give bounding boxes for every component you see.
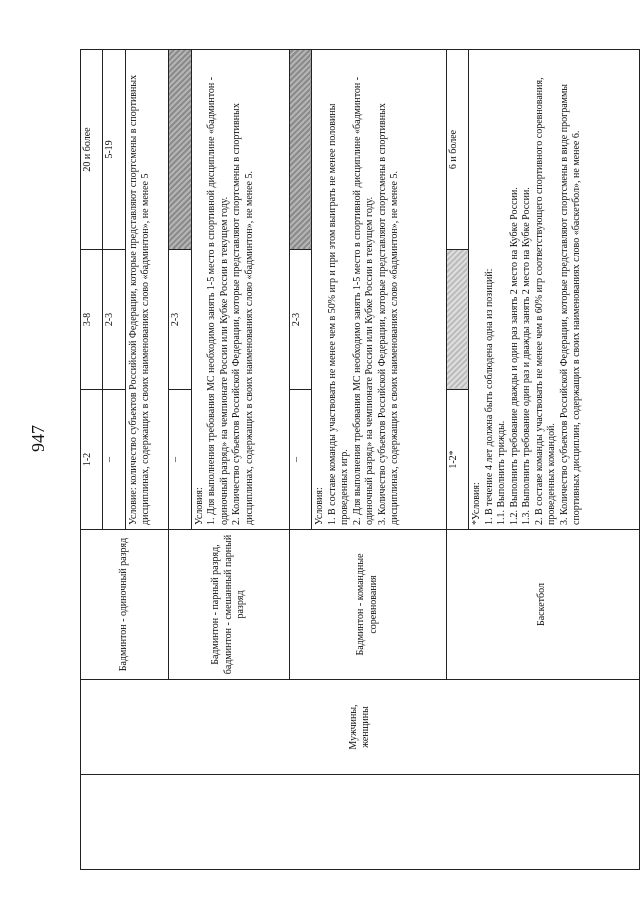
discipline-team-label: Бадминтон - командные соревнования	[355, 553, 379, 656]
team-cell-c-shaded	[289, 50, 311, 250]
discipline-pair-label: Бадминтон - парный разряд, бадминтон - смешанный парный разряд	[210, 534, 247, 675]
team-cond-1: 1. В составе команды участвовать не менее чем в 50% игр и при этом выиграть не менее половины проведенных игр.	[326, 103, 351, 525]
gender-label: Мужчины, женщины	[347, 704, 371, 750]
discipline-basket	[446, 530, 639, 680]
basket-cond-1-1: 1.1. Выполнить трижды.	[496, 420, 508, 525]
header-row	[81, 50, 103, 870]
pair-cond-2: 2. Количество субъектов Российской Федерации, которые представляют спортсмены в спортивных дисциплинах, содержащих в своих наименованиях слово «бадминтон», не менее 5.	[231, 103, 255, 525]
basket-cond-2: 2. В составе команды участвовать не менее чем в 60% игр соответствующего спортивного соревнования, проведенных командой.	[533, 77, 558, 525]
col-header-c: 20 и более	[81, 50, 103, 250]
qualification-table	[80, 49, 640, 870]
basket-cell-a: 1-2*	[446, 390, 468, 530]
basket-cond-1-2: 1.2. Выполнить требование дважды и один раз занять 2 место на Кубке России.	[508, 187, 520, 525]
discipline-pair	[169, 530, 289, 680]
team-cond-3: 3. Количество субъектов Российской Федерации, которые представляют спортсмены в спортивных дисциплинах, содержащих в своих наименованиях слово «бадминтон», не менее 5.	[376, 103, 401, 525]
basket-cell-c: 6 и более	[446, 50, 468, 250]
rotated-table-sheet	[80, 50, 640, 870]
pair-condition	[191, 50, 289, 530]
col-header-b: 3-8	[81, 250, 103, 390]
pair-cond-1: 1. Для выполнения требования МС необходимо занять 1-5 место в спортивной дисциплине «бадминтон - одиночный разряд» на чемпионате России или Кубке России в текущем году.	[206, 76, 230, 525]
basket-cond-1-3: 1.3. Выполнить требование один раз и дважды занять 2 место на Кубке России.	[521, 187, 533, 525]
discipline-single-label: Бадминтон - одиночный разряд	[118, 537, 130, 672]
team-condition	[312, 50, 446, 530]
pair-cell-a: –	[169, 390, 191, 530]
pair-cell-c-shaded	[169, 50, 191, 250]
team-cond-2: 2. Для выполнения требования МС необходимо занять 1-5 место в спортивной дисциплине «бадминтон - одиночный разряд» на чемпионате России или Кубке России в текущем году.	[351, 76, 376, 525]
basket-condition	[469, 50, 639, 530]
pair-cell-b: 2-3	[169, 250, 191, 390]
basket-cell-b-shaded	[446, 250, 468, 390]
team-cell-b: 2-3	[289, 250, 311, 390]
page-number: 947	[28, 425, 48, 452]
basket-cond-title: *Условия:	[471, 482, 483, 525]
empty-left-column	[81, 775, 640, 870]
gender-cell	[81, 680, 640, 775]
pair-cond-title: Условия:	[193, 487, 205, 525]
single-condition: Условие: количество субъектов Российской Федерации, которые представляют спортсмены в спортивных дисциплинах, содержащих в своих наименованиях слово «бадминтон», не менее 5	[125, 50, 169, 530]
discipline-team	[289, 530, 446, 680]
discipline-basket-label: Баскетбол	[536, 583, 548, 626]
discipline-single	[81, 530, 169, 680]
single-cell-c: 5-19	[103, 50, 125, 250]
single-cell-a: –	[103, 390, 125, 530]
team-cell-a: –	[289, 390, 311, 530]
basket-cond-3: 3. Количество субъектов Российской Федерации, которые представляют спортсмены в виде программы спортивных дисциплин, содержащих в своих наименованиях слово «баскетбол», не менее 6.	[558, 83, 583, 525]
team-cond-title: Условия:	[314, 487, 326, 525]
single-cell-b: 2-3	[103, 250, 125, 390]
basket-cond-1: 1. В течение 4 лет должна быть соблюдена одна из позиций:	[483, 268, 495, 525]
col-header-a: 1-2	[81, 390, 103, 530]
